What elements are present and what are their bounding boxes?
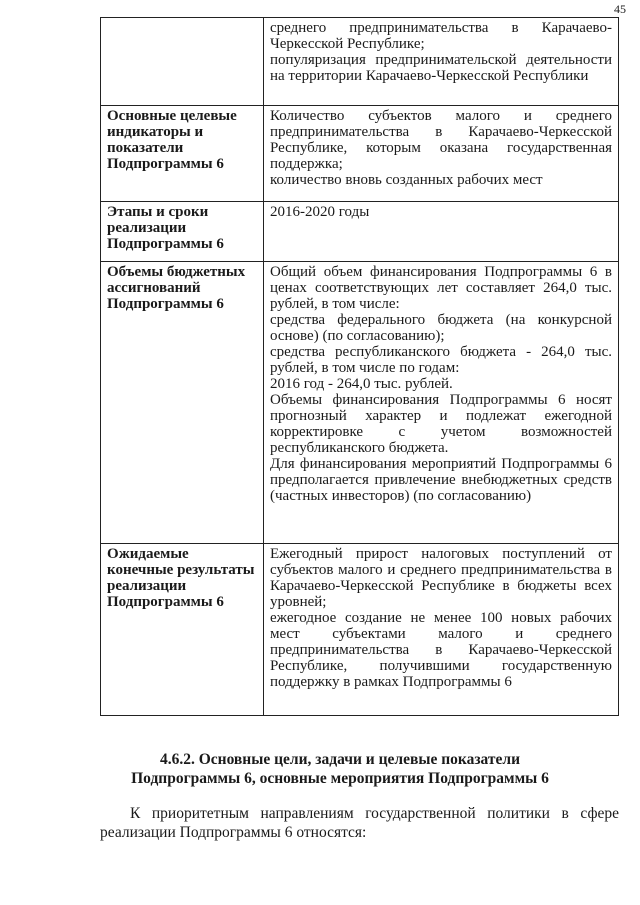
- subprogram-passport-table: [100, 17, 619, 716]
- table-row: [101, 202, 619, 262]
- content-line: Ежегодный прирост налоговых поступлений от субъектов малого и среднего предпринимательства в Карачаево-Черкесской Республике в бюджеты всех уровней;: [270, 546, 612, 610]
- row-content: [264, 262, 619, 544]
- content-line: ежегодное создание не менее 100 новых рабочих мест субъектами малого и среднего предпринимательства в Карачаево-Черкесской Республике, получившими государственную поддержку в рамках Подпрограммы 6: [270, 610, 612, 690]
- row-label: Объемы бюджетных ассигнований Подпрограммы 6: [101, 262, 264, 544]
- row-content: [264, 18, 619, 106]
- row-label: Этапы и сроки реализации Подпрограммы 6: [101, 202, 264, 262]
- intro-paragraph: К приоритетным направлениям государственной политики в сфере реализации Подпрограммы 6 относятся:: [100, 805, 619, 841]
- row-content: [264, 106, 619, 202]
- table-row: [101, 18, 619, 106]
- content-line: среднего предпринимательства в Карачаево-Черкесской Республике;: [270, 20, 612, 52]
- table-row: [101, 106, 619, 202]
- row-label: Ожидаемые конечные результаты реализации Подпрограммы 6: [101, 544, 264, 716]
- content-line: Для финансирования мероприятий Подпрограммы 6 предполагается привлечение внебюджетных средств (частных инвесторов) (по согласованию): [270, 456, 612, 504]
- content-line: Объемы финансирования Подпрограммы 6 носят прогнозный характер и подлежат ежегодной корректировке с учетом возможностей республиканского бюджета.: [270, 392, 612, 456]
- page-number: 45: [614, 2, 626, 16]
- content-line: средства республиканского бюджета - 264,0 тыс. рублей, в том числе по годам:: [270, 344, 612, 376]
- row-content: [264, 202, 619, 262]
- row-label: Основные целевые индикаторы и показатели Подпрограммы 6: [101, 106, 264, 202]
- section-heading-line: Подпрограммы 6, основные мероприятия Подпрограммы 6: [131, 770, 549, 787]
- content-line: 2016 год - 264,0 тыс. рублей.: [270, 376, 453, 392]
- section-heading: [60, 750, 620, 788]
- content-line: Общий объем финансирования Подпрограммы 6 в ценах соответствующих лет составляет 264,0 тыс. рублей, в том числе:: [270, 264, 612, 312]
- content-line: Количество субъектов малого и среднего предпринимательства в Карачаево-Черкесской Республике, которым оказана государственная поддержка;: [270, 108, 612, 172]
- section-heading-line: 4.6.2. Основные цели, задачи и целевые показатели: [159, 751, 521, 768]
- content-line: 2016-2020 годы: [270, 204, 370, 220]
- content-line: средства федерального бюджета (на конкурсной основе) (по согласованию);: [270, 312, 612, 344]
- table-row: [101, 544, 619, 716]
- table-row: [101, 262, 619, 544]
- content-line: популяризация предпринимательской деятельности на территории Карачаево-Черкесской Республики: [270, 52, 612, 84]
- content-line: количество вновь созданных рабочих мест: [270, 172, 543, 188]
- row-label: [101, 18, 264, 106]
- row-content: [264, 544, 619, 716]
